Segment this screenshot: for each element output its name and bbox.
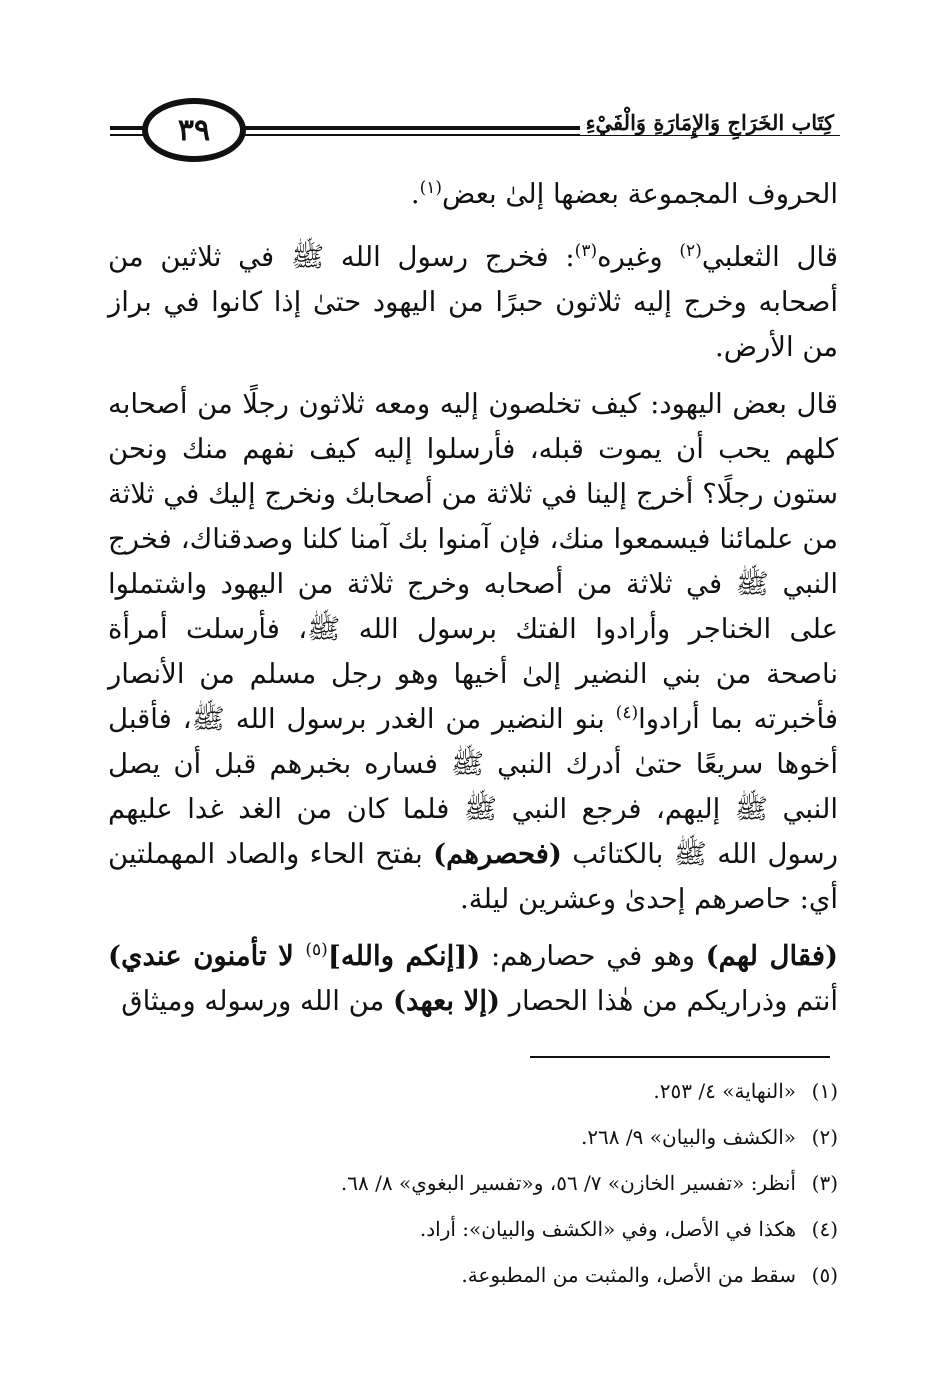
p3-text-2: بنو النضير من الغدر برسول الله ﷺ، فأقبل أخوها سريعًا حتىٰ أدرك النبي ﷺ فساره بخبرهم قبل أن يصل النبي ﷺ إليهم، فرجع النبي ﷺ فلما كان من الغد غدا عليهم رسول الله ﷺ بالكتائب bbox=[108, 703, 838, 870]
p4-text-2: أنتم وذراريكم من هٰذا الحصار bbox=[500, 985, 838, 1017]
p1-end: . bbox=[410, 178, 420, 210]
paragraph-1 bbox=[108, 172, 838, 217]
footnote-4 bbox=[108, 1206, 838, 1252]
footnote-ref-4[interactable]: (٤) bbox=[615, 702, 639, 723]
running-title: كِتَاب الخَرَاجِ وَالإِمَارَةِ وَالْفَيْءِ bbox=[580, 110, 840, 135]
footnote-number: (٥) bbox=[811, 1263, 838, 1287]
paragraph-3 bbox=[108, 382, 838, 922]
footnote-number: (٢) bbox=[811, 1125, 838, 1149]
p3-text-1: قال بعض اليهود: كيف تخلصون إليه ومعه ثلاثون رجلًا من أصحابه كلهم يحب أن يموت قبله، فأرسلوا إليه كيف نفهم منك ونحن ستون رجلًا؟ أخرج إلينا في ثلاثة من أصحابك ونخرج إليك في ثلاثة من علمائنا فيسمعوا منك، فإن آمنوا بك آمنا كلنا وصدقناك، فخرج النبي ﷺ في ثلاثة من أصحابه وخرج ثلاثة من اليهود واشتملوا على الخناجر وأرادوا الفتك برسول الله ﷺ، فأرسلت أمرأة ناصحة من بني النضير إلىٰ أخيها وهو رجل مسلم من الأنصار فأخبرته بما أرادوا bbox=[108, 388, 838, 735]
footnote-ref-3[interactable]: (٣) bbox=[574, 240, 598, 261]
p2-text-1: قال الثعلبي bbox=[701, 241, 838, 273]
paragraph-2 bbox=[108, 235, 838, 370]
p3-text-3: بفتح الحاء والصاد المهملتين أي: حاصرهم إحدىٰ وعشرين ليلة. bbox=[108, 838, 838, 915]
footnote-3 bbox=[108, 1160, 838, 1206]
footnotes bbox=[108, 1068, 838, 1298]
p2-text-3: : فخرج رسول الله ﷺ في ثلاثين من أصحابه وخرج إليه ثلاثون حبرًا من اليهود حتىٰ إذا كانوا في براز من الأرض. bbox=[108, 241, 839, 363]
footnote-1 bbox=[108, 1068, 838, 1114]
footnote-ref-1[interactable]: (١) bbox=[419, 177, 442, 198]
p3-bold-1: (فحصرهم) bbox=[433, 838, 562, 870]
main-text bbox=[108, 172, 838, 1036]
footnote-separator bbox=[530, 1056, 830, 1058]
footnote-text: أنظر: «تفسير الخازن» ٧/ ٥٦، و«تفسير البغوي» ٨/ ٦٨. bbox=[340, 1171, 796, 1195]
footnote-5 bbox=[108, 1252, 838, 1298]
page-header bbox=[110, 92, 840, 172]
footnote-text: «النهاية» ٤/ ٢٥٣. bbox=[653, 1079, 796, 1103]
p4-bold-1: (فقال لهم) bbox=[705, 940, 838, 972]
page-number-text: ٣٩ bbox=[177, 112, 211, 148]
footnote-number: (٤) bbox=[811, 1217, 838, 1241]
p4-bold-4: (إلا بعهد) bbox=[393, 985, 500, 1017]
footnote-text: سقط من الأصل، والمثبت من المطبوعة. bbox=[461, 1263, 796, 1287]
p4-text-3: من الله ورسوله وميثاق bbox=[121, 985, 394, 1017]
footnote-ref-5[interactable]: (٥) bbox=[305, 939, 328, 960]
p4-bold-3: لا تأمنون عندي) bbox=[108, 940, 306, 972]
footnote-number: (٣) bbox=[811, 1171, 838, 1195]
footnote-ref-2[interactable]: (٢) bbox=[679, 240, 702, 261]
p4-bold-2: ([إنكم والله] bbox=[327, 940, 481, 972]
page-number bbox=[142, 98, 246, 162]
p2-text-2: وغيره bbox=[597, 241, 680, 273]
p1-text: الحروف المجموعة بعضها إلىٰ بعض bbox=[442, 178, 838, 210]
footnote-number: (١) bbox=[811, 1079, 838, 1103]
footnote-text: هكذا في الأصل، وفي «الكشف والبيان»: أراد. bbox=[419, 1217, 796, 1241]
paragraph-4 bbox=[108, 934, 838, 1024]
footnote-text: «الكشف والبيان» ٩/ ٢٦٨. bbox=[580, 1125, 796, 1149]
p4-text-1: وهو في حصارهم: bbox=[480, 940, 706, 972]
footnote-2 bbox=[108, 1114, 838, 1160]
